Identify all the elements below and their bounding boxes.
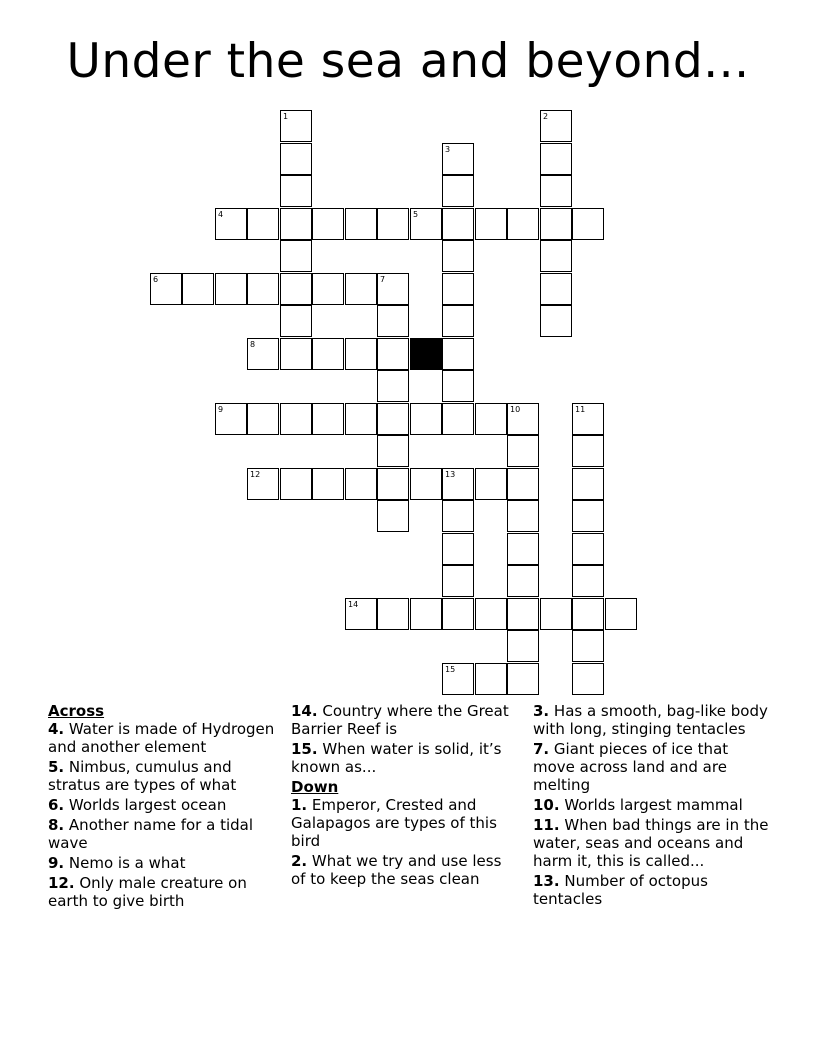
grid-cell[interactable] bbox=[442, 468, 474, 500]
clue-down-2 bbox=[291, 852, 519, 888]
clue-text: What we try and use less of to keep the seas clean bbox=[291, 852, 502, 888]
grid-cell[interactable] bbox=[377, 273, 409, 305]
clue-text: Number of octopus tentacles bbox=[533, 872, 708, 908]
grid-cell[interactable] bbox=[605, 598, 637, 630]
clue-across-6 bbox=[48, 796, 276, 814]
grid-cell[interactable] bbox=[442, 273, 474, 305]
clue-column-3 bbox=[533, 702, 769, 910]
clue-number-label: 7 bbox=[380, 275, 386, 284]
grid-cell[interactable] bbox=[475, 403, 507, 435]
grid-cell[interactable] bbox=[572, 630, 604, 662]
grid-cell[interactable] bbox=[442, 175, 474, 207]
clue-across-5 bbox=[48, 758, 276, 794]
clue-text: When bad things are in the water, seas and oceans and harm it, this is called... bbox=[533, 816, 769, 870]
grid-cell[interactable] bbox=[572, 598, 604, 630]
clue-number-label: 15 bbox=[445, 665, 456, 674]
grid-cell[interactable] bbox=[312, 338, 344, 370]
clue-text: Another name for a tidal wave bbox=[48, 816, 254, 852]
down-heading: Down bbox=[291, 778, 339, 796]
grid-cell[interactable] bbox=[442, 663, 474, 695]
grid-cell[interactable] bbox=[182, 273, 214, 305]
grid-cell[interactable] bbox=[247, 338, 279, 370]
grid-cell[interactable] bbox=[377, 370, 409, 402]
grid-cell[interactable] bbox=[150, 273, 182, 305]
grid-cell[interactable] bbox=[475, 208, 507, 240]
grid-cell[interactable] bbox=[312, 403, 344, 435]
grid-cell[interactable] bbox=[312, 273, 344, 305]
grid-cell[interactable] bbox=[507, 468, 539, 500]
clue-number-label: 1 bbox=[283, 112, 289, 121]
clue-number: 9. bbox=[48, 854, 65, 872]
clue-number: 2. bbox=[291, 852, 308, 870]
grid-cell[interactable] bbox=[280, 403, 312, 435]
black-square bbox=[410, 338, 442, 370]
clue-down-13 bbox=[533, 872, 769, 908]
grid-cell[interactable] bbox=[507, 435, 539, 467]
clue-text: Has a smooth, bag-like body with long, stinging tentacles bbox=[533, 702, 768, 738]
clue-text: Worlds largest mammal bbox=[564, 796, 743, 814]
grid-cell[interactable] bbox=[377, 208, 409, 240]
grid-cell[interactable] bbox=[377, 435, 409, 467]
grid-cell[interactable] bbox=[572, 403, 604, 435]
grid-cell[interactable] bbox=[410, 468, 442, 500]
grid-cell[interactable] bbox=[280, 305, 312, 337]
page-title: Under the sea and beyond... bbox=[66, 34, 750, 89]
grid-cell[interactable] bbox=[442, 305, 474, 337]
clue-down-10 bbox=[533, 796, 769, 814]
grid-cell[interactable] bbox=[572, 208, 604, 240]
grid-cell[interactable] bbox=[247, 468, 279, 500]
grid-cell[interactable] bbox=[377, 338, 409, 370]
grid-cell[interactable] bbox=[507, 598, 539, 630]
clue-number-label: 12 bbox=[250, 470, 261, 479]
clue-text: Only male creature on earth to give birth bbox=[48, 874, 247, 910]
grid-cell[interactable] bbox=[442, 533, 474, 565]
clue-across-9 bbox=[48, 854, 276, 872]
grid-cell[interactable] bbox=[507, 208, 539, 240]
grid-cell[interactable] bbox=[280, 338, 312, 370]
clue-number: 1. bbox=[291, 796, 308, 814]
grid-cell[interactable] bbox=[540, 208, 572, 240]
clue-number: 13. bbox=[533, 872, 560, 890]
grid-cell[interactable] bbox=[312, 208, 344, 240]
grid-cell[interactable] bbox=[312, 468, 344, 500]
grid-cell[interactable] bbox=[247, 403, 279, 435]
clue-across-4 bbox=[48, 720, 276, 756]
grid-cell[interactable] bbox=[540, 240, 572, 272]
clue-across-8 bbox=[48, 816, 276, 852]
grid-cell[interactable] bbox=[377, 468, 409, 500]
grid-cell[interactable] bbox=[442, 208, 474, 240]
clue-text: Worlds largest ocean bbox=[68, 796, 227, 814]
clue-down-11 bbox=[533, 816, 769, 870]
grid-cell[interactable] bbox=[540, 110, 572, 142]
grid-cell[interactable] bbox=[572, 663, 604, 695]
grid-cell[interactable] bbox=[247, 273, 279, 305]
clue-number-label: 8 bbox=[250, 340, 256, 349]
grid-cell[interactable] bbox=[215, 273, 247, 305]
grid-cell[interactable] bbox=[572, 468, 604, 500]
clue-column-1 bbox=[48, 702, 276, 912]
clue-down-3 bbox=[533, 702, 769, 738]
clue-text: Giant pieces of ice that move across land and are melting bbox=[533, 740, 729, 794]
grid-cell[interactable] bbox=[280, 468, 312, 500]
grid-cell[interactable] bbox=[572, 533, 604, 565]
clue-number-label: 10 bbox=[510, 405, 521, 414]
grid-cell[interactable] bbox=[442, 143, 474, 175]
clue-number-label: 4 bbox=[218, 210, 224, 219]
grid-cell[interactable] bbox=[572, 565, 604, 597]
clue-number: 10. bbox=[533, 796, 560, 814]
grid-cell[interactable] bbox=[280, 273, 312, 305]
clue-across-12 bbox=[48, 874, 276, 910]
grid-cell[interactable] bbox=[215, 208, 247, 240]
grid-cell[interactable] bbox=[410, 403, 442, 435]
grid-cell[interactable] bbox=[572, 435, 604, 467]
grid-cell[interactable] bbox=[475, 468, 507, 500]
clue-number: 4. bbox=[48, 720, 65, 738]
clue-down-1 bbox=[291, 796, 519, 850]
clue-number-label: 14 bbox=[348, 600, 359, 609]
grid-cell[interactable] bbox=[442, 240, 474, 272]
grid-cell[interactable] bbox=[540, 598, 572, 630]
grid-cell[interactable] bbox=[345, 208, 377, 240]
grid-cell[interactable] bbox=[442, 338, 474, 370]
grid-cell[interactable] bbox=[377, 305, 409, 337]
clue-number-label: 11 bbox=[575, 405, 586, 414]
grid-cell[interactable] bbox=[247, 208, 279, 240]
clue-number: 11. bbox=[533, 816, 560, 834]
clue-text: Nemo is a what bbox=[68, 854, 186, 872]
clue-number-label: 2 bbox=[543, 112, 549, 121]
grid-cell[interactable] bbox=[540, 273, 572, 305]
clue-number: 5. bbox=[48, 758, 65, 776]
across-heading: Across bbox=[48, 702, 105, 720]
clue-number: 7. bbox=[533, 740, 550, 758]
clue-across-15 bbox=[291, 740, 519, 776]
clue-number: 12. bbox=[48, 874, 75, 892]
clue-across-14 bbox=[291, 702, 519, 738]
grid-cell[interactable] bbox=[280, 175, 312, 207]
clue-down-7 bbox=[533, 740, 769, 794]
grid-cell[interactable] bbox=[280, 240, 312, 272]
grid-cell[interactable] bbox=[377, 598, 409, 630]
grid-cell[interactable] bbox=[507, 533, 539, 565]
grid-cell[interactable] bbox=[345, 468, 377, 500]
grid-cell[interactable] bbox=[280, 143, 312, 175]
grid-cell[interactable] bbox=[345, 403, 377, 435]
grid-cell[interactable] bbox=[410, 598, 442, 630]
clue-number-label: 13 bbox=[445, 470, 456, 479]
grid-cell[interactable] bbox=[280, 110, 312, 142]
grid-cell[interactable] bbox=[442, 370, 474, 402]
clue-number-label: 9 bbox=[218, 405, 224, 414]
grid-cell[interactable] bbox=[442, 598, 474, 630]
grid-cell[interactable] bbox=[507, 403, 539, 435]
clue-number-label: 3 bbox=[445, 145, 451, 154]
clue-text: Nimbus, cumulus and stratus are types of what bbox=[48, 758, 237, 794]
grid-cell[interactable] bbox=[410, 208, 442, 240]
grid-cell[interactable] bbox=[377, 500, 409, 532]
grid-cell[interactable] bbox=[475, 598, 507, 630]
grid-cell[interactable] bbox=[345, 273, 377, 305]
clue-text: Emperor, Crested and Galapagos are types of this bird bbox=[291, 796, 497, 850]
clue-number: 3. bbox=[533, 702, 550, 720]
grid-cell[interactable] bbox=[215, 403, 247, 435]
grid-cell[interactable] bbox=[540, 175, 572, 207]
grid-cell[interactable] bbox=[442, 403, 474, 435]
grid-cell[interactable] bbox=[507, 663, 539, 695]
grid-cell[interactable] bbox=[540, 305, 572, 337]
grid-cell[interactable] bbox=[377, 403, 409, 435]
clue-number-label: 6 bbox=[153, 275, 159, 284]
grid-cell[interactable] bbox=[507, 565, 539, 597]
grid-cell[interactable] bbox=[345, 598, 377, 630]
clue-number: 14. bbox=[291, 702, 318, 720]
grid-cell[interactable] bbox=[345, 338, 377, 370]
clue-number: 8. bbox=[48, 816, 65, 834]
grid-cell[interactable] bbox=[507, 630, 539, 662]
clue-number-label: 5 bbox=[413, 210, 419, 219]
clue-text: Country where the Great Barrier Reef is bbox=[291, 702, 509, 738]
clue-text: Water is made of Hydrogen and another element bbox=[48, 720, 275, 756]
clue-number: 15. bbox=[291, 740, 318, 758]
grid-cell[interactable] bbox=[507, 500, 539, 532]
grid-cell[interactable] bbox=[475, 663, 507, 695]
grid-cell[interactable] bbox=[442, 565, 474, 597]
clue-number: 6. bbox=[48, 796, 65, 814]
grid-cell[interactable] bbox=[442, 500, 474, 532]
grid-cell[interactable] bbox=[572, 500, 604, 532]
grid-cell[interactable] bbox=[540, 143, 572, 175]
clue-text: When water is solid, it’s known as... bbox=[291, 740, 502, 776]
clue-column-2 bbox=[291, 702, 519, 890]
grid-cell[interactable] bbox=[280, 208, 312, 240]
